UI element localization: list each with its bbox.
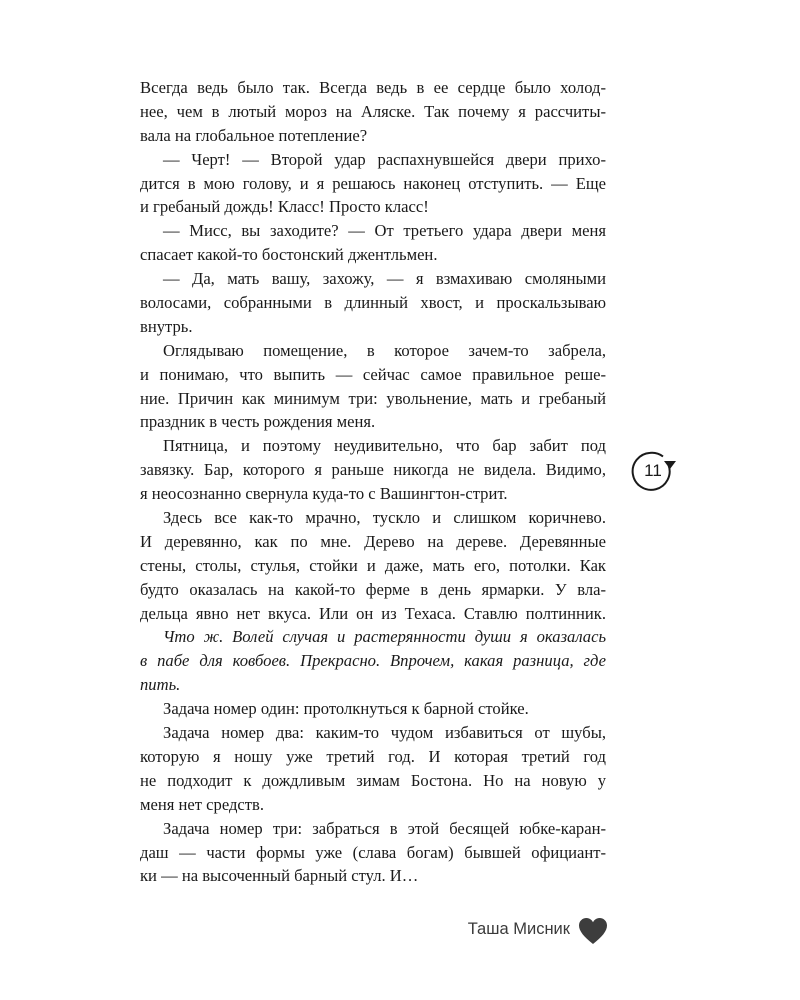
page-footer [440,914,610,948]
text-line: Что ж. Волей случая и растерянности души я оказалась [163,627,606,647]
text-line: завязку. Бар, которого я раньше никогда не видела. Видимо, [140,460,606,480]
text-line: вала на глобальное потепление? [140,125,368,145]
text-line: будто оказалась на какой-то ферме в день ярмарки. У вла- [140,579,606,599]
author-name: Таша Мисник [467,920,570,938]
text-line: спасает какой-то бостонский джентльмен. [140,245,438,265]
text-line: дельца явно нет вкуса. Или он из Техаса. Ставлю полтинник. [140,603,606,623]
text-line: ки — на высоченный барный стул. И… [140,866,419,886]
text-line: Всегда ведь было так. Всегда ведь в ее сердце было холод- [140,78,606,97]
text-line: — Черт! — Второй удар распахнувшейся двери прихо- [163,149,606,169]
text-line: волосами, собранными в длинный хвост, и проскальзываю [140,293,606,313]
body-text [140,76,606,888]
text-line: Здесь все как-то мрачно, тускло и слишком коричнево. [163,508,606,528]
text-line: ние. Причин как минимум три: увольнение, мать и гребаный [140,388,606,408]
text-line: которую я ношу уже третий год. И которая третий год [140,746,606,766]
text-line: — Мисс, вы заходите? — От третьего удара двери меня [163,221,606,241]
text-line: я неосознанно свернула куда-то с Вашингтон-стрит. [140,484,508,504]
page-number: 11 [644,461,662,480]
text-line: — Да, мать вашу, захожу, — я взмахиваю смоляными [163,269,606,289]
text-line: дится в мою голову, и я решаюсь наконец отступить. — Еще [140,173,606,193]
text-line: Задача номер два: каким-то чудом избавиться от шубы, [163,723,606,743]
text-line: Пятница, и поэтому неудивительно, что бар забит под [163,436,606,456]
text-line: стены, столы, стулья, стойки и даже, мать его, потолки. Как [140,555,606,575]
text-line: не подходит к дождливым зимам Бостона. Но на новую у [140,770,606,790]
text-line: нее, чем в лютый мороз на Аляске. Так почему я рассчиты- [140,101,606,121]
text-line: праздник в честь рождения меня. [140,412,376,432]
text-line: и гребаный дождь! Класс! Просто класс! [140,197,429,217]
text-line: пить. [140,675,181,695]
text-line: И деревянно, как по мне. Дерево на дереве. Деревянные [140,531,606,551]
heart-icon [578,917,608,945]
text-line: и понимаю, что выпить — сейчас самое правильное реше- [140,364,606,384]
text-line: меня нет средств. [140,794,265,814]
text-line: Оглядываю помещение, в которое зачем-то забрела, [163,340,606,360]
text-line: даш — части формы уже (слава богам) бывшей официант- [140,842,606,862]
page-number-badge [630,448,678,496]
text-line: Задача номер три: забраться в этой бесящей юбке-каран- [163,818,606,838]
text-line: внутрь. [140,316,193,336]
text-line: в пабе для ковбоев. Прекрасно. Впрочем, какая разница, где [140,651,606,671]
text-line: Задача номер один: протолкнуться к барной стойке. [163,699,529,719]
